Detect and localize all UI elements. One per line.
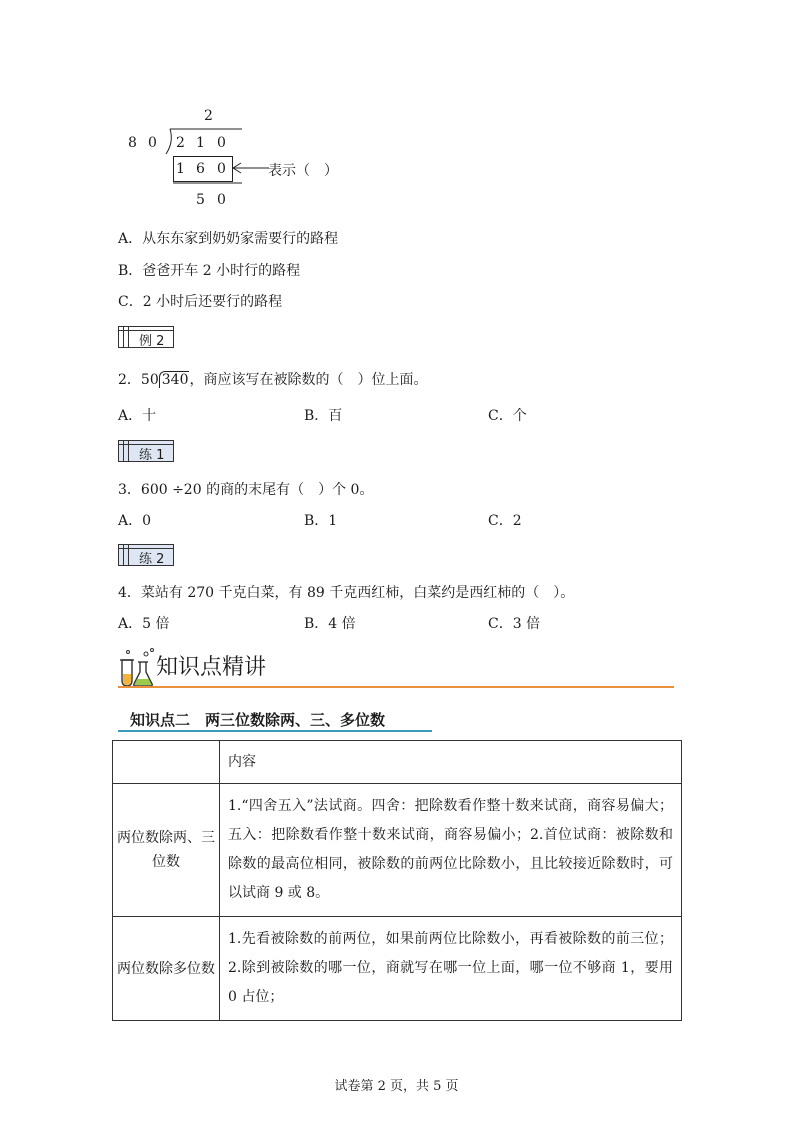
- option-b[interactable]: B．爸爸开车 2 小时行的路程: [118, 263, 301, 279]
- flask-icon: [116, 646, 158, 688]
- question-4: 4．菜站有 270 千克白菜，有 89 千克西红柿，白菜约是西红柿的（ ）。: [118, 585, 575, 601]
- option-a[interactable]: A．从东东家到奶奶家需要行的路程: [118, 231, 339, 247]
- table-row: [113, 917, 682, 1021]
- table-cell: [113, 741, 220, 784]
- product-digit: 0: [217, 161, 226, 177]
- divisor-digit: 0: [148, 135, 157, 151]
- tag-label: 练 2: [139, 552, 165, 567]
- table-header-cell: 内容: [220, 741, 682, 784]
- table-cell-left: 两位数除多位数: [113, 917, 220, 1021]
- tag-label: 例 2: [139, 334, 165, 349]
- question-2: 2．50 340，商应该写在被除数的（ ）位上面。: [118, 372, 428, 388]
- table-cell-right: 1.“四舍五入”法试商。四舍：把除数看作整十数来试商，商容易偏大；五入：把除数看作整十数来试商，商容易偏小；2.首位试商：被除数和除数的最高位相同，被除数的前两位比除数小，且比较接近除数时，可以试商 9 或 8。: [220, 784, 682, 917]
- section-divider: [118, 686, 674, 688]
- question-3: 3．600 ÷20 的商的末尾有（ ）个 0。: [118, 482, 374, 498]
- q2-divisor: 50: [140, 372, 159, 388]
- subsection-underline: [118, 730, 432, 732]
- knowledge-table: [112, 740, 682, 1021]
- table-row: [113, 784, 682, 917]
- dividend-digit: 2: [176, 135, 185, 151]
- option-b[interactable]: B．4 倍: [304, 616, 356, 632]
- divisor-digit: 8: [128, 135, 137, 151]
- section-title: 知识点精讲: [156, 655, 267, 680]
- option-a[interactable]: A．0: [118, 513, 152, 529]
- page-footer: 试卷第 2 页，共 5 页: [334, 1079, 459, 1094]
- option-a[interactable]: A．5 倍: [118, 616, 170, 632]
- dividend-digit: 0: [217, 135, 226, 151]
- table-cell-right: 1.先看被除数的前两位，如果前两位比除数小，再看被除数的前三位；2.除到被除数的哪一位，商就写在哪一位上面，哪一位不够商 1，要用 0 占位；: [220, 917, 682, 1021]
- product-digit: 1: [176, 161, 185, 177]
- q2-dividend: 340: [159, 371, 190, 388]
- option-c[interactable]: C．3 倍: [488, 616, 541, 632]
- dividend-digit: 1: [196, 135, 205, 151]
- remainder-digit: 0: [217, 192, 226, 208]
- subsection-title: 知识点二 两三位数除两、三、多位数: [130, 711, 386, 729]
- remainder-digit: 5: [196, 192, 205, 208]
- product-digit: 6: [196, 161, 205, 177]
- table-cell-left: 两位数除两、三位数: [113, 784, 220, 917]
- option-a[interactable]: A．十: [118, 408, 157, 424]
- quotient-digit: 2: [204, 108, 213, 124]
- option-c[interactable]: C．2: [488, 513, 522, 529]
- tag-practice-2: [118, 544, 174, 566]
- option-b[interactable]: B．1: [304, 513, 338, 529]
- table-row: [113, 741, 682, 784]
- arrow-left-icon: [231, 160, 271, 176]
- tag-label: 练 1: [139, 448, 165, 463]
- option-b[interactable]: B．百: [304, 408, 343, 424]
- tag-example-2: [118, 326, 174, 348]
- option-c[interactable]: C．个: [488, 408, 527, 424]
- option-c[interactable]: C．2 小时后还要行的路程: [118, 294, 283, 310]
- annotation-label: 表示（ ）: [268, 163, 338, 179]
- tag-practice-1: [118, 440, 174, 462]
